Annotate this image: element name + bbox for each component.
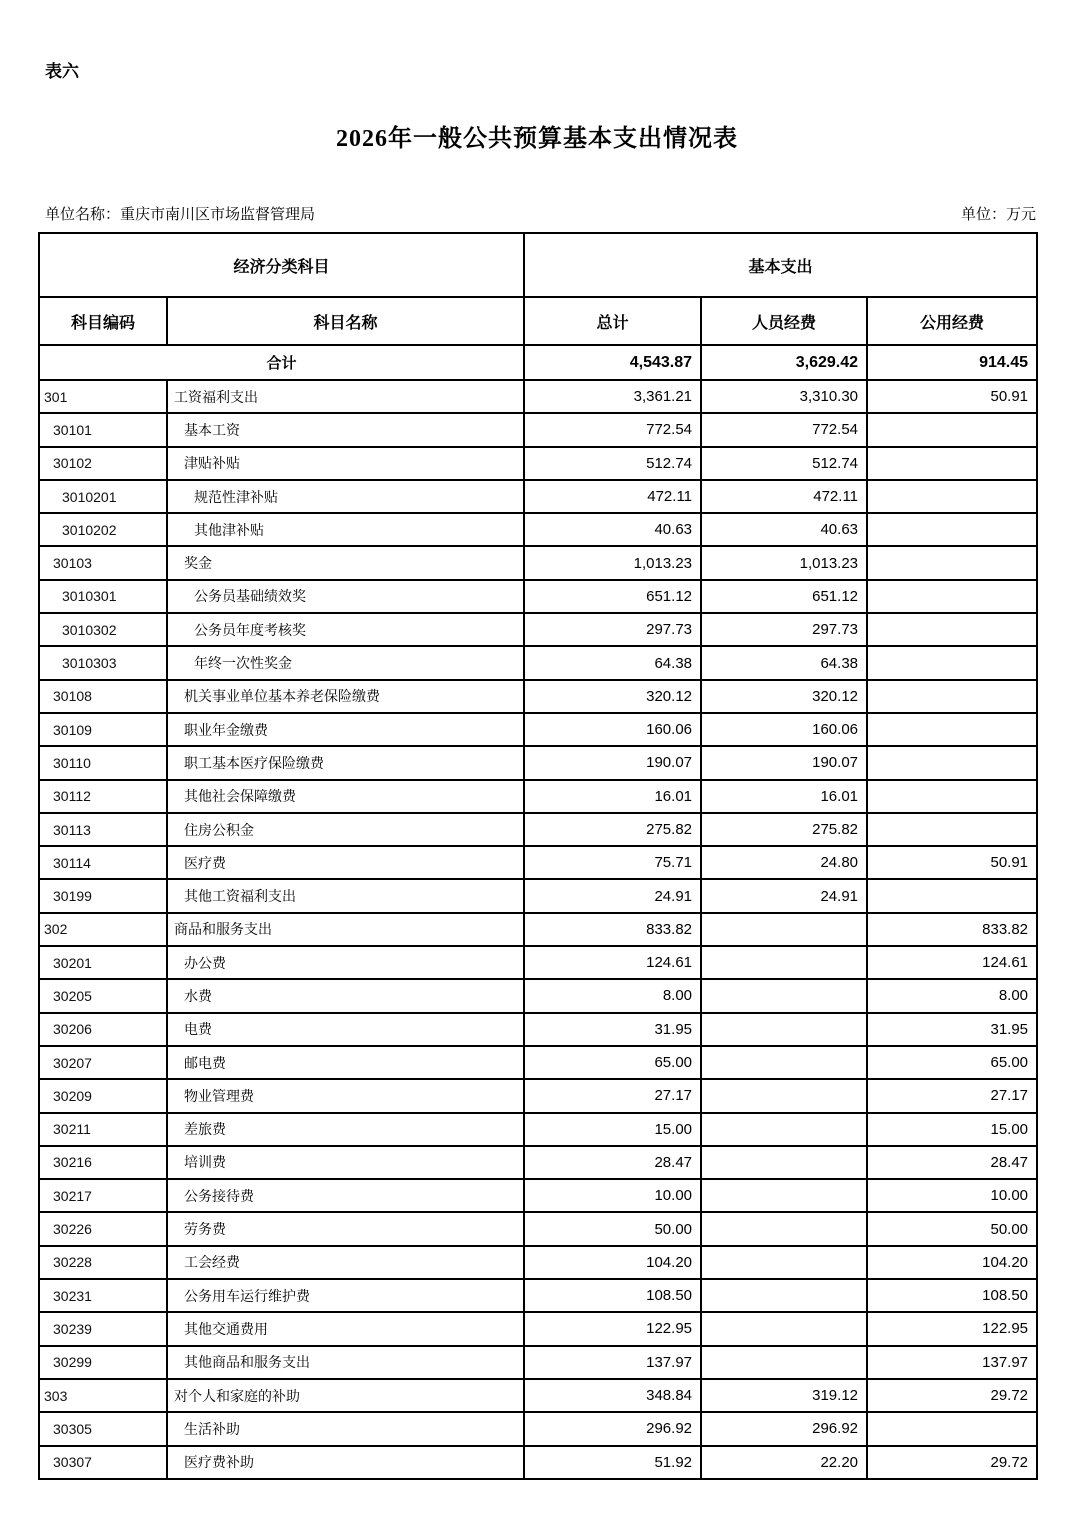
- subject-code-cell: 30207: [39, 1046, 167, 1079]
- total-cell: 65.00: [524, 1046, 701, 1079]
- personnel-funds-cell: [701, 1046, 867, 1079]
- table-row: [39, 780, 1037, 813]
- total-cell: 137.97: [524, 1346, 701, 1379]
- public-funds-cell: 104.20: [867, 1246, 1037, 1279]
- public-funds-cell: [867, 746, 1037, 779]
- total-cell: 27.17: [524, 1079, 701, 1112]
- total-cell: 772.54: [524, 413, 701, 446]
- public-funds-cell: [867, 680, 1037, 713]
- personnel-funds-cell: [701, 1079, 867, 1112]
- table-row: [39, 746, 1037, 779]
- personnel-funds-cell: [701, 979, 867, 1012]
- subject-name-cell: 住房公积金: [167, 813, 524, 846]
- total-cell: 75.71: [524, 846, 701, 879]
- subject-code-cell: 30299: [39, 1346, 167, 1379]
- public-funds-cell: [867, 413, 1037, 446]
- public-funds-cell: [867, 646, 1037, 679]
- subject-name-cell: 工会经费: [167, 1246, 524, 1279]
- public-funds-cell: 50.91: [867, 380, 1037, 413]
- table-row: [39, 380, 1037, 413]
- table-row: [39, 913, 1037, 946]
- total-cell: 275.82: [524, 813, 701, 846]
- total-cell: 16.01: [524, 780, 701, 813]
- page-title: 2026年一般公共预算基本支出情况表: [336, 126, 738, 152]
- total-cell: 122.95: [524, 1312, 701, 1345]
- table-row: [39, 813, 1037, 846]
- total-cell: 8.00: [524, 979, 701, 1012]
- subject-name-cell: 津贴补贴: [167, 447, 524, 480]
- subject-code-cell: 30102: [39, 447, 167, 480]
- subject-code-cell: 3010201: [39, 480, 167, 513]
- total-row-personnel: 3,629.42: [701, 345, 867, 380]
- header-economic-classification: 经济分类科目: [39, 233, 524, 297]
- subject-name-cell: 医疗费补助: [167, 1446, 524, 1479]
- personnel-funds-cell: [701, 946, 867, 979]
- personnel-funds-cell: 24.91: [701, 879, 867, 912]
- column-header-subject-code: 科目编码: [39, 297, 167, 345]
- total-cell: 64.38: [524, 646, 701, 679]
- table-row: [39, 413, 1037, 446]
- personnel-funds-cell: 472.11: [701, 480, 867, 513]
- public-funds-cell: 28.47: [867, 1146, 1037, 1179]
- subject-code-cell: 30217: [39, 1179, 167, 1212]
- public-funds-cell: [867, 480, 1037, 513]
- personnel-funds-cell: 1,013.23: [701, 546, 867, 579]
- public-funds-cell: [867, 879, 1037, 912]
- table-row: [39, 1446, 1037, 1479]
- public-funds-cell: 65.00: [867, 1046, 1037, 1079]
- public-funds-cell: [867, 813, 1037, 846]
- public-funds-cell: 124.61: [867, 946, 1037, 979]
- subject-name-cell: 差旅费: [167, 1113, 524, 1146]
- total-cell: 348.84: [524, 1379, 701, 1412]
- public-funds-cell: [867, 513, 1037, 546]
- total-cell: 297.73: [524, 613, 701, 646]
- subject-code-cell: 301: [39, 380, 167, 413]
- public-funds-cell: 122.95: [867, 1312, 1037, 1345]
- public-funds-cell: 833.82: [867, 913, 1037, 946]
- subject-name-cell: 其他交通费用: [167, 1312, 524, 1345]
- subject-name-cell: 公务接待费: [167, 1179, 524, 1212]
- subject-code-cell: 302: [39, 913, 167, 946]
- public-funds-cell: 27.17: [867, 1079, 1037, 1112]
- personnel-funds-cell: [701, 1212, 867, 1245]
- personnel-funds-cell: 64.38: [701, 646, 867, 679]
- table-row: [39, 1013, 1037, 1046]
- column-header-public-funds: 公用经费: [867, 297, 1037, 345]
- table-row: [39, 1279, 1037, 1312]
- subject-name-cell: 商品和服务支出: [167, 913, 524, 946]
- table-row: [39, 580, 1037, 613]
- subject-name-cell: 奖金: [167, 546, 524, 579]
- personnel-funds-cell: 190.07: [701, 746, 867, 779]
- total-cell: 512.74: [524, 447, 701, 480]
- subject-code-cell: 3010301: [39, 580, 167, 613]
- subject-name-cell: 工资福利支出: [167, 380, 524, 413]
- personnel-funds-cell: 275.82: [701, 813, 867, 846]
- subject-code-cell: 30199: [39, 879, 167, 912]
- table-row: [39, 1179, 1037, 1212]
- table-row: [39, 1113, 1037, 1146]
- public-funds-cell: 137.97: [867, 1346, 1037, 1379]
- total-cell: 24.91: [524, 879, 701, 912]
- table-row: [39, 1312, 1037, 1345]
- total-cell: 833.82: [524, 913, 701, 946]
- public-funds-cell: 108.50: [867, 1279, 1037, 1312]
- total-cell: 651.12: [524, 580, 701, 613]
- subject-name-cell: 办公费: [167, 946, 524, 979]
- subject-code-cell: 30209: [39, 1079, 167, 1112]
- public-funds-cell: [867, 1412, 1037, 1445]
- subject-name-cell: 职工基本医疗保险缴费: [167, 746, 524, 779]
- subject-code-cell: 30103: [39, 546, 167, 579]
- public-funds-cell: 8.00: [867, 979, 1037, 1012]
- table-row: [39, 480, 1037, 513]
- subject-name-cell: 对个人和家庭的补助: [167, 1379, 524, 1412]
- column-header-total: 总计: [524, 297, 701, 345]
- subject-code-cell: 30226: [39, 1212, 167, 1245]
- subject-name-cell: 年终一次性奖金: [167, 646, 524, 679]
- subject-code-cell: 30112: [39, 780, 167, 813]
- total-cell: 160.06: [524, 713, 701, 746]
- public-funds-cell: [867, 580, 1037, 613]
- table-row: [39, 979, 1037, 1012]
- subject-code-cell: 30108: [39, 680, 167, 713]
- total-cell: 40.63: [524, 513, 701, 546]
- header-columns-row: [39, 297, 1037, 345]
- subject-code-cell: 30211: [39, 1113, 167, 1146]
- public-funds-cell: 29.72: [867, 1379, 1037, 1412]
- subject-name-cell: 劳务费: [167, 1212, 524, 1245]
- personnel-funds-cell: [701, 1013, 867, 1046]
- header-group-row: [39, 233, 1037, 297]
- public-funds-cell: [867, 713, 1037, 746]
- subject-name-cell: 机关事业单位基本养老保险缴费: [167, 680, 524, 713]
- total-cell: 3,361.21: [524, 380, 701, 413]
- table-row: [39, 1079, 1037, 1112]
- subject-code-cell: 303: [39, 1379, 167, 1412]
- public-funds-cell: [867, 546, 1037, 579]
- total-cell: 320.12: [524, 680, 701, 713]
- unit-of-measure-label: 单位：万元: [960, 207, 1036, 223]
- public-funds-cell: [867, 447, 1037, 480]
- public-funds-cell: 29.72: [867, 1446, 1037, 1479]
- table-row: [39, 546, 1037, 579]
- subject-code-cell: 30113: [39, 813, 167, 846]
- total-row-public: 914.45: [867, 345, 1037, 380]
- subject-name-cell: 电费: [167, 1013, 524, 1046]
- subject-code-cell: 3010202: [39, 513, 167, 546]
- table-row: [39, 646, 1037, 679]
- public-funds-cell: 10.00: [867, 1179, 1037, 1212]
- table-row: [39, 447, 1037, 480]
- subject-code-cell: 3010302: [39, 613, 167, 646]
- personnel-funds-cell: 24.80: [701, 846, 867, 879]
- personnel-funds-cell: 320.12: [701, 680, 867, 713]
- total-cell: 15.00: [524, 1113, 701, 1146]
- subject-name-cell: 其他津补贴: [167, 513, 524, 546]
- subject-name-cell: 生活补助: [167, 1412, 524, 1445]
- table-row: [39, 713, 1037, 746]
- total-cell: 31.95: [524, 1013, 701, 1046]
- subject-name-cell: 公务员年度考核奖: [167, 613, 524, 646]
- subject-code-cell: 30305: [39, 1412, 167, 1445]
- personnel-funds-cell: 296.92: [701, 1412, 867, 1445]
- personnel-funds-cell: [701, 1312, 867, 1345]
- subject-code-cell: 3010303: [39, 646, 167, 679]
- total-cell: 51.92: [524, 1446, 701, 1479]
- subject-name-cell: 规范性津补贴: [167, 480, 524, 513]
- table-row: [39, 846, 1037, 879]
- table-row: [39, 1412, 1037, 1445]
- subject-name-cell: 物业管理费: [167, 1079, 524, 1112]
- table-row: [39, 513, 1037, 546]
- total-cell: 108.50: [524, 1279, 701, 1312]
- column-header-subject-name: 科目名称: [167, 297, 524, 345]
- personnel-funds-cell: 651.12: [701, 580, 867, 613]
- total-cell: 1,013.23: [524, 546, 701, 579]
- table-row: [39, 1379, 1037, 1412]
- public-funds-cell: 31.95: [867, 1013, 1037, 1046]
- subject-code-cell: 30307: [39, 1446, 167, 1479]
- subject-code-cell: 30216: [39, 1146, 167, 1179]
- subject-code-cell: 30206: [39, 1013, 167, 1046]
- personnel-funds-cell: 319.12: [701, 1379, 867, 1412]
- personnel-funds-cell: [701, 1346, 867, 1379]
- total-row-label: 合计: [39, 345, 524, 380]
- total-cell: 296.92: [524, 1412, 701, 1445]
- table-row: [39, 1212, 1037, 1245]
- subject-name-cell: 其他社会保障缴费: [167, 780, 524, 813]
- subject-name-cell: 公务员基础绩效奖: [167, 580, 524, 613]
- table-row: [39, 879, 1037, 912]
- subject-code-cell: 30110: [39, 746, 167, 779]
- table-row: [39, 946, 1037, 979]
- personnel-funds-cell: 160.06: [701, 713, 867, 746]
- total-cell: 472.11: [524, 480, 701, 513]
- budget-table: [38, 232, 1038, 1480]
- subject-name-cell: 基本工资: [167, 413, 524, 446]
- total-cell: 124.61: [524, 946, 701, 979]
- personnel-funds-cell: [701, 1113, 867, 1146]
- personnel-funds-cell: [701, 1179, 867, 1212]
- subject-name-cell: 水费: [167, 979, 524, 1012]
- total-row: [39, 345, 1037, 380]
- subject-code-cell: 30205: [39, 979, 167, 1012]
- personnel-funds-cell: 772.54: [701, 413, 867, 446]
- personnel-funds-cell: 22.20: [701, 1446, 867, 1479]
- subject-name-cell: 医疗费: [167, 846, 524, 879]
- table-row: [39, 1146, 1037, 1179]
- subject-name-cell: 其他工资福利支出: [167, 879, 524, 912]
- subject-name-cell: 职业年金缴费: [167, 713, 524, 746]
- public-funds-cell: 15.00: [867, 1113, 1037, 1146]
- subject-name-cell: 公务用车运行维护费: [167, 1279, 524, 1312]
- personnel-funds-cell: 297.73: [701, 613, 867, 646]
- total-cell: 28.47: [524, 1146, 701, 1179]
- table-row: [39, 1246, 1037, 1279]
- personnel-funds-cell: [701, 1279, 867, 1312]
- personnel-funds-cell: 16.01: [701, 780, 867, 813]
- total-cell: 190.07: [524, 746, 701, 779]
- header-basic-expenditure: 基本支出: [524, 233, 1037, 297]
- public-funds-cell: [867, 613, 1037, 646]
- personnel-funds-cell: 3,310.30: [701, 380, 867, 413]
- total-cell: 10.00: [524, 1179, 701, 1212]
- total-cell: 50.00: [524, 1212, 701, 1245]
- sheet-label: 表六: [45, 62, 79, 81]
- subject-code-cell: 30231: [39, 1279, 167, 1312]
- subject-code-cell: 30239: [39, 1312, 167, 1345]
- subject-code-cell: 30114: [39, 846, 167, 879]
- subject-code-cell: 30228: [39, 1246, 167, 1279]
- public-funds-cell: 50.91: [867, 846, 1037, 879]
- subject-code-cell: 30201: [39, 946, 167, 979]
- column-header-personnel-funds: 人员经费: [701, 297, 867, 345]
- table-row: [39, 1046, 1037, 1079]
- subject-name-cell: 其他商品和服务支出: [167, 1346, 524, 1379]
- total-cell: 104.20: [524, 1246, 701, 1279]
- unit-name-label: 单位名称：重庆市南川区市场监督管理局: [45, 207, 316, 223]
- table-row: [39, 1346, 1037, 1379]
- personnel-funds-cell: [701, 913, 867, 946]
- personnel-funds-cell: [701, 1146, 867, 1179]
- subject-code-cell: 30101: [39, 413, 167, 446]
- meta-row: [45, 203, 1036, 224]
- subject-code-cell: 30109: [39, 713, 167, 746]
- personnel-funds-cell: [701, 1246, 867, 1279]
- table-row: [39, 680, 1037, 713]
- total-row-total: 4,543.87: [524, 345, 701, 380]
- personnel-funds-cell: 40.63: [701, 513, 867, 546]
- public-funds-cell: 50.00: [867, 1212, 1037, 1245]
- subject-name-cell: 邮电费: [167, 1046, 524, 1079]
- public-funds-cell: [867, 780, 1037, 813]
- table-row: [39, 613, 1037, 646]
- subject-name-cell: 培训费: [167, 1146, 524, 1179]
- personnel-funds-cell: 512.74: [701, 447, 867, 480]
